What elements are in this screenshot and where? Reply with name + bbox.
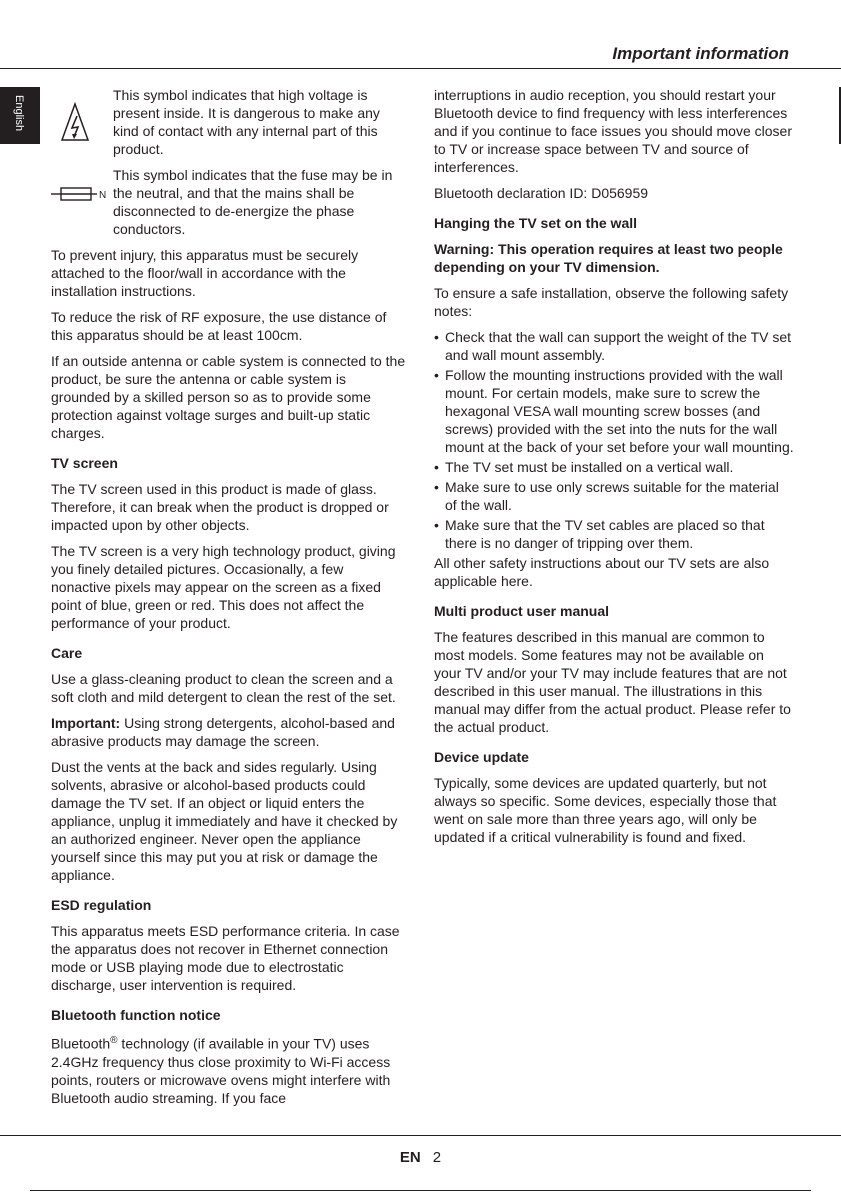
bluetooth-word: Bluetooth xyxy=(51,1035,111,1052)
hanging-other-paragraph: All other safety instructions about our TV sets are also applicable here. xyxy=(434,555,770,589)
care-important-paragraph xyxy=(51,714,407,750)
language-tab-label: English xyxy=(13,95,25,132)
bluetooth-continued-paragraph: interruptions in audio reception, you should restart your Bluetooth device to find frequency with less interferences and if you continue to face issues you should move closer to TV or increase space between TV and source of interferences. xyxy=(434,87,792,175)
fuse-symbol-text: This symbol indicates that the fuse may be in the neutral, and that the mains shall be disconnected to de-energize the phase conductors. xyxy=(113,167,393,237)
bottom-edge-line xyxy=(30,1190,811,1191)
fuse-symbol-row xyxy=(51,166,407,238)
high-voltage-icon xyxy=(51,100,97,144)
page-header-title: Important information xyxy=(612,44,789,63)
registered-mark: ® xyxy=(110,1035,118,1046)
page-number: 2 xyxy=(432,1149,442,1166)
hanging-intro: To ensure a safe installation, observe the following safety notes: xyxy=(434,285,789,319)
injury-paragraph: To prevent injury, this apparatus must be securely attached to the floor/wall in accordance with the installation instructions. xyxy=(51,247,359,299)
esd-heading: ESD regulation xyxy=(51,897,152,913)
care-paragraph-1: Use a glass-cleaning product to clean the screen and a soft cloth and mild detergent to clean the rest of the set. xyxy=(51,671,396,705)
multi-product-paragraph: The features described in this manual are common to most models. Some features may not be available on your TV and/or your TV may include features that are not described in this user manual. The illustrations in this manual may differ from the actual product. Please refer to the actual product. xyxy=(434,629,791,735)
device-update-paragraph: Typically, some devices are updated quarterly, but not always so specific. Some devices, especially those that went on sale more than three years ago, will only be updated if a critical vulnerability is found and fixed. xyxy=(434,775,777,845)
high-voltage-symbol-row xyxy=(51,86,407,158)
care-important-text: Using strong detergents, alcohol-based and abrasive products may damage the screen. xyxy=(51,715,395,749)
list-item: • Check that the wall can support the weight of the TV set and wall mount assembly. xyxy=(434,328,794,364)
list-item: • Make sure to use only screws suitable for the material of the wall. xyxy=(434,478,794,514)
list-item: • Follow the mounting instructions provided with the wall mount. For certain models, make sure to screw the hexagonal VESA wall mounting screw bosses (and screws) provided with the set into the nuts for the wall mount at the back of your set before your wall mounting. xyxy=(434,366,794,456)
hanging-warning: Warning: This operation requires at least two people depending on your TV dimension. xyxy=(434,241,783,275)
header-divider xyxy=(0,68,841,69)
hanging-bullets xyxy=(434,328,794,552)
bluetooth-paragraph xyxy=(51,1032,407,1107)
footer-divider xyxy=(0,1135,841,1136)
page-footer xyxy=(0,1149,841,1166)
care-heading: Care xyxy=(51,645,83,661)
care-paragraph-3: Dust the vents at the back and sides regularly. Using solvents, abrasive or alcohol-based products could damage the TV set. If an object or liquid enters the appliance, unplug it immediately and have it checked by an authorized engineer. Never open the appliance yourself since this may put you at risk or damage the appliance. xyxy=(51,759,398,883)
left-column xyxy=(51,86,407,1115)
hanging-heading: Hanging the TV set on the wall xyxy=(434,215,638,231)
list-item: • The TV set must be installed on a vertical wall. xyxy=(434,458,794,476)
care-important-label: Important: xyxy=(51,715,121,731)
esd-paragraph: This apparatus meets ESD performance criteria. In case the apparatus does not recover in Ethernet connection mode or USB playing mode due to electrostatic discharge, user intervention is required. xyxy=(51,923,400,993)
antenna-paragraph: If an outside antenna or cable system is connected to the product, be sure the antenna or cable system is grounded by a skilled person so as to provide some protection against voltage surges and built-up static charges. xyxy=(51,353,406,441)
list-item: • Make sure that the TV set cables are placed so that there is no danger of tripping over them. xyxy=(434,516,794,552)
fuse-icon xyxy=(51,184,109,208)
rf-paragraph: To reduce the risk of RF exposure, the use distance of this apparatus should be at least 100cm. xyxy=(51,309,387,343)
tv-screen-heading: TV screen xyxy=(51,455,118,471)
high-voltage-symbol-text: This symbol indicates that high voltage is present inside. It is dangerous to make any kind of contact with any internal part of this product. xyxy=(113,87,380,157)
tv-screen-paragraph-1: The TV screen used in this product is made of glass. Therefore, it can break when the product is dropped or impacted upon by other objects. xyxy=(51,481,389,533)
device-update-heading: Device update xyxy=(434,749,529,765)
language-tab xyxy=(0,87,40,144)
multi-product-heading: Multi product user manual xyxy=(434,603,610,619)
footer-language: EN xyxy=(399,1149,421,1166)
right-column xyxy=(434,86,794,854)
bluetooth-text: technology (if available in your TV) uses 2.4GHz frequency thus close proximity to Wi-Fi access points, routers or microwave ovens might interfere with Bluetooth audio streaming. If you face xyxy=(51,1035,391,1106)
bluetooth-declaration: Bluetooth declaration ID: D056959 xyxy=(434,185,649,201)
tv-screen-paragraph-2: The TV screen is a very high technology product, giving you finely detailed pictures. Occasionally, a few nonactive pixels may appear on the screen as a fixed point of blue, green or red. This does not affect the performance of your product. xyxy=(51,543,396,631)
bluetooth-heading: Bluetooth function notice xyxy=(51,1007,221,1023)
fuse-neutral-label: N xyxy=(99,190,107,201)
